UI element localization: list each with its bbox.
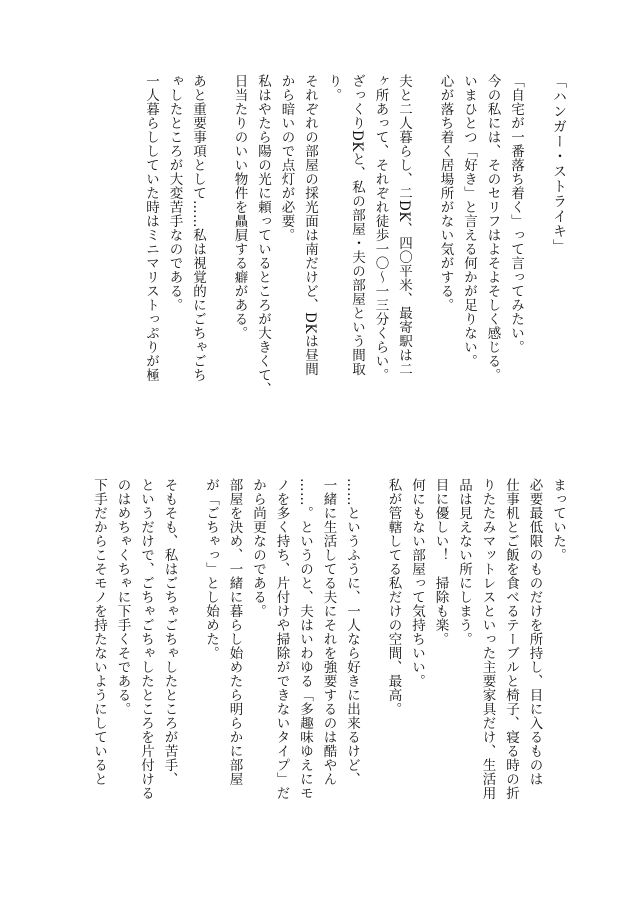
text-line: 仕事机とご飯を食べるテーブルと椅子、寝る時の折: [503, 478, 519, 800]
text-line: から暗いので点灯が必要。: [278, 74, 295, 242]
text-line: 何にもない部屋って気持ちいい。: [409, 478, 425, 688]
text-line: が「ごちゃっ」とし始めた。: [203, 478, 219, 660]
text-line: 目に優しい！ 掃除も楽。: [432, 478, 449, 646]
text-line: 心が落ち着く居場所がない気がする。: [437, 74, 454, 312]
text-line: り。: [325, 74, 342, 102]
text-line: 今の私には、そのセリフはよそよそしく感じる。: [484, 74, 501, 382]
text-line: ヶ所あって、それぞれ徒歩一〇～一三分くらい。: [372, 74, 389, 382]
paragraph-gap: [415, 74, 433, 434]
text-line: そもそも、私はごちゃごちゃしたところが苦手、: [161, 478, 178, 786]
text-line: ……。というのと、夫はいわゆる「多趣味ゆえにモ: [297, 478, 313, 800]
text-line: 品は見えない所にしまう。: [456, 478, 472, 646]
text-line: ゃしたところが大変苦手なのである。: [166, 74, 183, 312]
text-line: 部屋を決め、一緒に暮らし始めたら明らかに部屋: [226, 478, 243, 786]
bottom-text-block: [87, 478, 570, 838]
text-line: のはめちゃくちゃに下手くそである。: [114, 478, 131, 716]
top-text-block: [139, 74, 528, 434]
text-line: それぞれの部屋の採光面は南だけど、DKは昼間: [302, 74, 318, 376]
text-line: 下手だからこそモノを持たないようにしていると: [91, 478, 107, 786]
text-line: まっていた。: [550, 478, 566, 562]
text-line: というだけで、ごちゃごちゃしたところを片付ける: [138, 478, 154, 800]
paragraph-gap: [181, 478, 199, 838]
text-line: 私が管轄してる私だけの空間、最高。: [385, 478, 402, 716]
text-line: 私はやたら陽の光に頼っているところが大きくて、: [255, 74, 271, 396]
text-line: 日当たりのいい物件を贔屓する癖がある。: [231, 74, 248, 340]
paragraph-gap: [363, 478, 381, 838]
paragraph-gap: [209, 74, 227, 434]
chapter-title: 「ハンガー・ストライキ」: [551, 74, 567, 254]
text-line: 一緒に生活してる夫にそれを強要するのは酷やん: [320, 478, 337, 786]
text-line: ざっくりDKと、私の部屋・夫の部屋という間取: [349, 74, 365, 376]
text-line: 必要最低限のものだけを所持し、目に入るものは: [526, 478, 543, 786]
text-line: いまひとつ「好き」と言える何かが足りない。: [461, 74, 477, 368]
text-line: 一人暮らししていた時はミニマリストっぷりが極: [143, 74, 159, 382]
text-line: から尚更なのである。: [250, 478, 266, 618]
text-line: ……というふうに、一人なら好きに出来るけど、: [344, 478, 360, 786]
text-line: あと重要事項として……私は視覚的にごちゃごち: [190, 74, 206, 382]
text-line: 夫と二人暮らし、二DK、四〇平米、最寄駅は二: [396, 74, 412, 376]
text-line: 「自宅が一番落ち着く」って言ってみたい。: [508, 74, 524, 354]
text-line: ノを多く持ち、片付けや掃除ができないタイプ」だ: [273, 478, 290, 800]
text-line: りたたみマットレスといった主要家具だけ、生活用: [479, 478, 496, 800]
